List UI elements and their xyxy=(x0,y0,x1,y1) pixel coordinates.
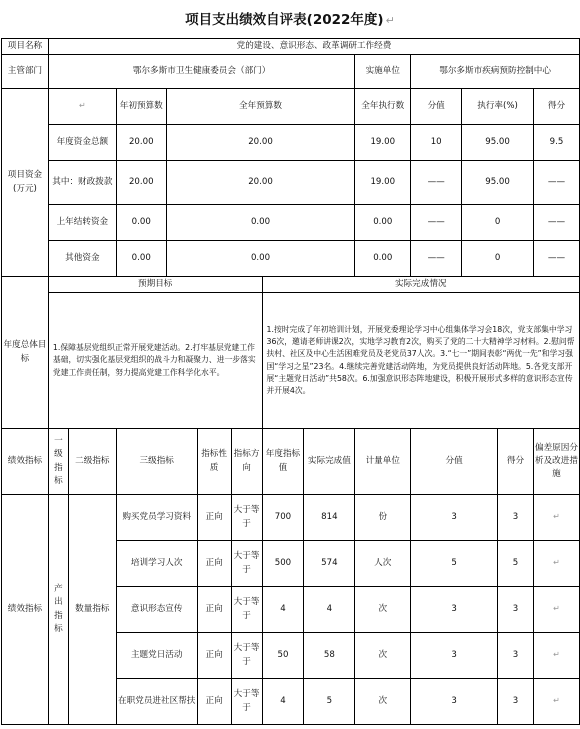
funds-rate: 95.00 xyxy=(462,125,534,161)
goals-label: 年度总体目标 xyxy=(2,277,49,429)
funds-score: 9.5 xyxy=(533,125,579,161)
indicator-direction: 大于等于 xyxy=(231,679,262,725)
funds-score: —— xyxy=(533,205,579,241)
funds-header-rate: 执行率(%) xyxy=(462,89,534,125)
indicator-nature: 正向 xyxy=(197,495,231,541)
funds-executed: 19.00 xyxy=(355,161,411,205)
actual-goal-header: 实际完成情况 xyxy=(262,277,580,293)
level3-header: 三级指标 xyxy=(116,429,197,495)
indicator-header-row xyxy=(2,429,580,495)
indicator-nature: 正向 xyxy=(197,587,231,633)
direction-header: 指标方向 xyxy=(231,429,262,495)
indicator-actual: 58 xyxy=(304,633,355,679)
indicator-nature: 正向 xyxy=(197,541,231,587)
indicator-name: 意识形态宣传 xyxy=(116,587,197,633)
indicator-unit: 份 xyxy=(355,495,411,541)
funds-score-value: —— xyxy=(411,241,462,277)
indicator-direction: 大于等于 xyxy=(231,541,262,587)
funds-row-name: 其中：财政拨款 xyxy=(48,161,116,205)
indicator-score-value: 5 xyxy=(411,541,498,587)
project-row xyxy=(2,39,580,55)
level2-value: 数量指标 xyxy=(68,495,116,725)
funds-score-value: —— xyxy=(411,161,462,205)
funds-header-initial: 年初预算数 xyxy=(116,89,166,125)
indicator-score: 3 xyxy=(498,495,534,541)
funds-header-row xyxy=(2,89,580,125)
funds-row-name: 上年结转资金 xyxy=(48,205,116,241)
department-value: 鄂尔多斯市卫生健康委员会（部门） xyxy=(48,55,354,89)
funds-executed: 0.00 xyxy=(355,205,411,241)
indicator-actual: 4 xyxy=(304,587,355,633)
actual-header: 实际完成值 xyxy=(304,429,355,495)
indicator-score: 3 xyxy=(498,633,534,679)
funds-initial: 0.00 xyxy=(116,241,166,277)
funds-annual: 20.00 xyxy=(166,161,355,205)
indicator-reason: ↵ xyxy=(533,541,579,587)
impl-unit-value: 鄂尔多斯市疾病预防控制中心 xyxy=(411,55,580,89)
indicator-unit: 次 xyxy=(355,587,411,633)
target-header: 年度指标值 xyxy=(262,429,304,495)
indicator-target: 4 xyxy=(262,679,304,725)
funds-rate: 95.00 xyxy=(462,161,534,205)
indicator-target: 50 xyxy=(262,633,304,679)
funds-label: 项目资金(万元) xyxy=(2,89,49,277)
expected-goal-text: 1.保障基层党组织正常开展党建活动。2.打牢基层党建工作基础，切实强化基层党组织的战斗力和凝聚力、进一步落实党建工作责任制，努力提高党建工作科学化水平。 xyxy=(48,293,262,429)
funds-header-score: 得分 xyxy=(533,89,579,125)
indicator-score: 3 xyxy=(498,679,534,725)
funds-initial: 20.00 xyxy=(116,161,166,205)
nature-header: 指标性质 xyxy=(197,429,231,495)
level2-header: 二级指标 xyxy=(68,429,116,495)
indicator-direction: 大于等于 xyxy=(231,495,262,541)
department-label: 主管部门 xyxy=(2,55,49,89)
project-value: 党的建设、意识形态、政革调研工作经费 xyxy=(48,39,579,55)
score-value-header: 分值 xyxy=(411,429,498,495)
goals-content-row xyxy=(2,293,580,429)
funds-score-value: 10 xyxy=(411,125,462,161)
indicator-unit: 次 xyxy=(355,679,411,725)
indicator-target: 500 xyxy=(262,541,304,587)
expected-goal-header: 预期目标 xyxy=(48,277,262,293)
project-label: 项目名称 xyxy=(2,39,49,55)
funds-executed: 0.00 xyxy=(355,241,411,277)
funds-annual: 20.00 xyxy=(166,125,355,161)
funds-annual: 0.00 xyxy=(166,205,355,241)
indicator-actual: 574 xyxy=(304,541,355,587)
indicator-score-value: 3 xyxy=(411,679,498,725)
funds-annual: 0.00 xyxy=(166,241,355,277)
indicator-nature: 正向 xyxy=(197,679,231,725)
funds-header-annual: 全年预算数 xyxy=(166,89,355,125)
score-header: 得分 xyxy=(498,429,534,495)
evaluation-table xyxy=(1,38,580,725)
funds-row xyxy=(2,205,580,241)
indicator-reason: ↵ xyxy=(533,587,579,633)
funds-rate: 0 xyxy=(462,241,534,277)
indicator-score-value: 3 xyxy=(411,633,498,679)
indicator-name: 培训学习人次 xyxy=(116,541,197,587)
goals-header-row xyxy=(2,277,580,293)
indicator-name: 主题党日活动 xyxy=(116,633,197,679)
funds-header-executed: 全年执行数 xyxy=(355,89,411,125)
indicator-score-value: 3 xyxy=(411,587,498,633)
funds-score: —— xyxy=(533,161,579,205)
funds-row xyxy=(2,125,580,161)
indicator-row xyxy=(2,495,580,541)
indicator-target: 700 xyxy=(262,495,304,541)
funds-initial: 20.00 xyxy=(116,125,166,161)
indicator-name: 购买党员学习资料 xyxy=(116,495,197,541)
indicator-reason: ↵ xyxy=(533,633,579,679)
reason-header: 偏差原因分析及改进措施 xyxy=(533,429,579,495)
funds-executed: 19.00 xyxy=(355,125,411,161)
impl-unit-label: 实施单位 xyxy=(355,55,411,89)
indicator-unit: 人次 xyxy=(355,541,411,587)
funds-rate: 0 xyxy=(462,205,534,241)
indicator-direction: 大于等于 xyxy=(231,633,262,679)
indicator-reason: ↵ xyxy=(533,679,579,725)
indicator-actual: 5 xyxy=(304,679,355,725)
indicator-reason: ↵ xyxy=(533,495,579,541)
funds-row xyxy=(2,241,580,277)
level1-header: 一级指标 xyxy=(48,429,68,495)
page-title: 项目支出绩效自评表(2022年度) ↵ xyxy=(185,12,395,28)
return-mark: ↵ xyxy=(385,14,395,27)
indicator-nature: 正向 xyxy=(197,633,231,679)
indicator-group-label: 绩效指标 xyxy=(2,495,49,725)
indicator-actual: 814 xyxy=(304,495,355,541)
indicator-header: 绩效指标 xyxy=(2,429,49,495)
level1-value: 产出指标 xyxy=(48,495,68,725)
unit-header: 计量单位 xyxy=(355,429,411,495)
indicator-score-value: 3 xyxy=(411,495,498,541)
funds-row-name: 年度资金总额 xyxy=(48,125,116,161)
funds-score-value: —— xyxy=(411,205,462,241)
funds-header-score-value: 分值 xyxy=(411,89,462,125)
funds-score: —— xyxy=(533,241,579,277)
indicator-target: 4 xyxy=(262,587,304,633)
funds-row-name: 其他资金 xyxy=(48,241,116,277)
indicator-score: 3 xyxy=(498,587,534,633)
indicator-unit: 次 xyxy=(355,633,411,679)
indicator-score: 5 xyxy=(498,541,534,587)
actual-goal-text: 1.按时完成了年初培训计划，开展党委理论学习中心组集体学习会18次，党支部集中学习36次，邀请老师讲课2次，实地学习教育2次，购买了党的二十大精神学习材料。2.慰问帮扶村、社区及中心生活困难党员及老党员37人次。3.“七一”期间表彰“两优一先”和学习强国“学习之星”23名。4.继续完善党建活动阵地，为党员提供良好活动阵地。5.各党支部开展“主题党日活动”共58次。6.加强意识形态阵地建设，积极开展形式多样的意识形态宣传并开展4次。 xyxy=(262,293,580,429)
indicator-direction: 大于等于 xyxy=(231,587,262,633)
empty-cell: ↵ xyxy=(48,89,116,125)
funds-row xyxy=(2,161,580,205)
indicator-name: 在职党员进社区帮扶 xyxy=(116,679,197,725)
department-row xyxy=(2,55,580,89)
funds-initial: 0.00 xyxy=(116,205,166,241)
